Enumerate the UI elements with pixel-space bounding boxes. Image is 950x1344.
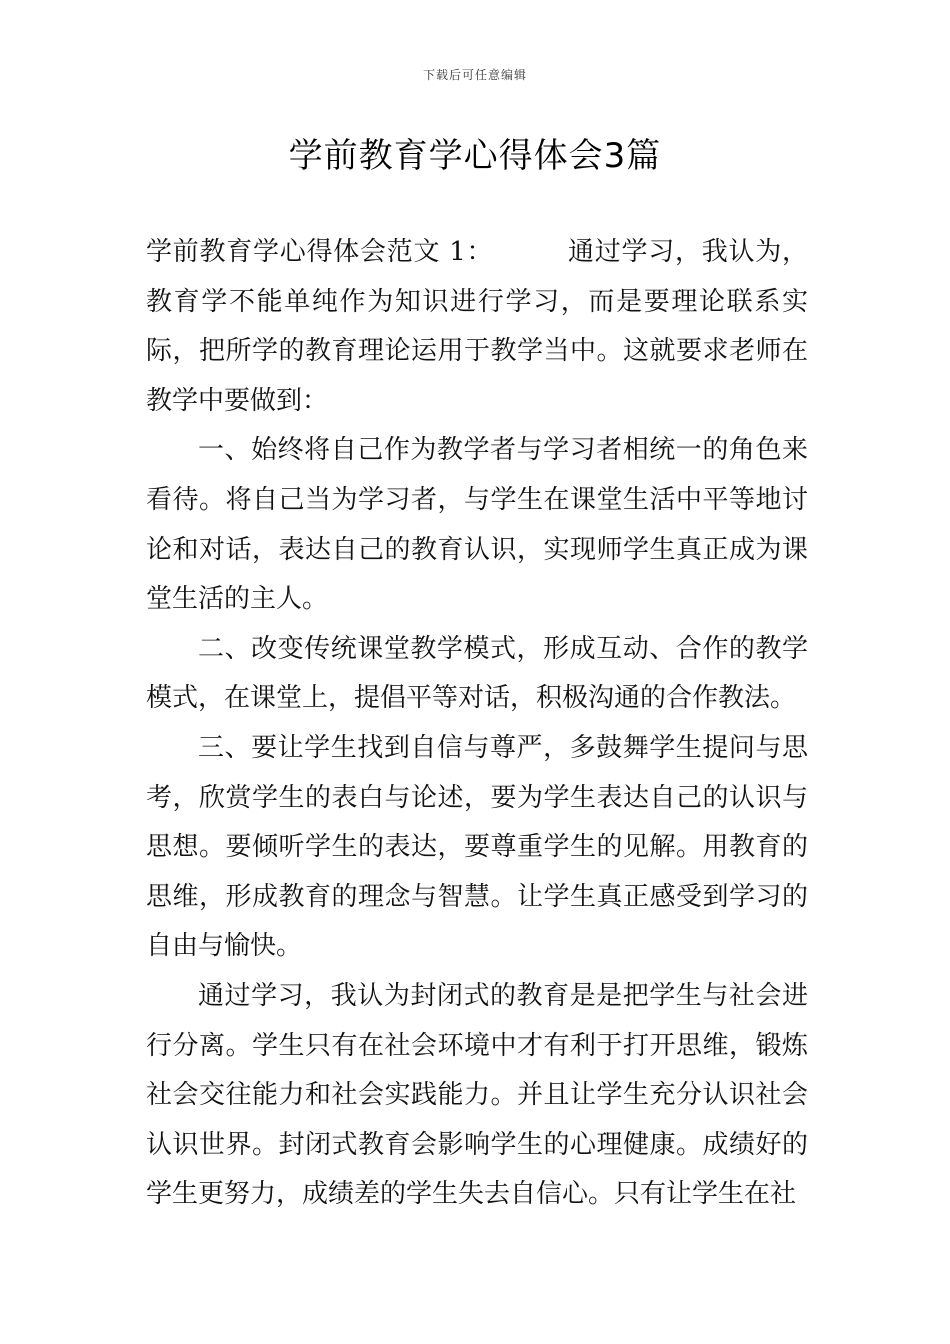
document-body xyxy=(146,228,808,1220)
intro-paragraph xyxy=(146,228,808,426)
body-paragraph: 二、改变传统课堂教学模式，形成互动、合作的教学模式，在课堂上，提倡平等对话，积极沟通的合作教法。 xyxy=(146,633,808,714)
body-paragraph: 三、要让学生找到自信与尊严，多鼓舞学生提问与思考，欣赏学生的表白与论述，要为学生表达自己的认识与思想。要倾听学生的表达，要尊重学生的见解。用教育的思维，形成教育的理念与智慧。让学生真正感受到学习的自由与愉快。 xyxy=(146,732,808,962)
body-paragraph: 通过学习，我认为封闭式的教育是是把学生与社会进行分离。学生只有在社会环境中才有利于打开思维，锻炼社会交往能力和社会实践能力。并且让学生充分认识社会认识世界。封闭式教育会影响学生的心理健康。成绩好的学生更努力，成绩差的学生失去自信心。只有让学生在社 xyxy=(146,980,808,1210)
body-paragraph: 一、始终将自己作为教学者与学习者相统一的角色来看待。将自己当为学习者，与学生在课堂生活中平等地讨论和对话，表达自己的教育认识，实现师学生真正成为课堂生活的主人。 xyxy=(146,435,808,615)
download-note: 下载后可任意编辑 xyxy=(422,68,527,82)
intro-text: 通过学习，我认为，教育学不能单纯作为知识进行学习，而是要理论联系实际，把所学的教育理论运用于教学当中。这就要求老师在教学中要做到： xyxy=(146,237,808,416)
intro-label: 学前教育学心得体会范文 1： xyxy=(146,237,494,267)
document-title: 学前教育学心得体会3篇 xyxy=(288,136,662,176)
